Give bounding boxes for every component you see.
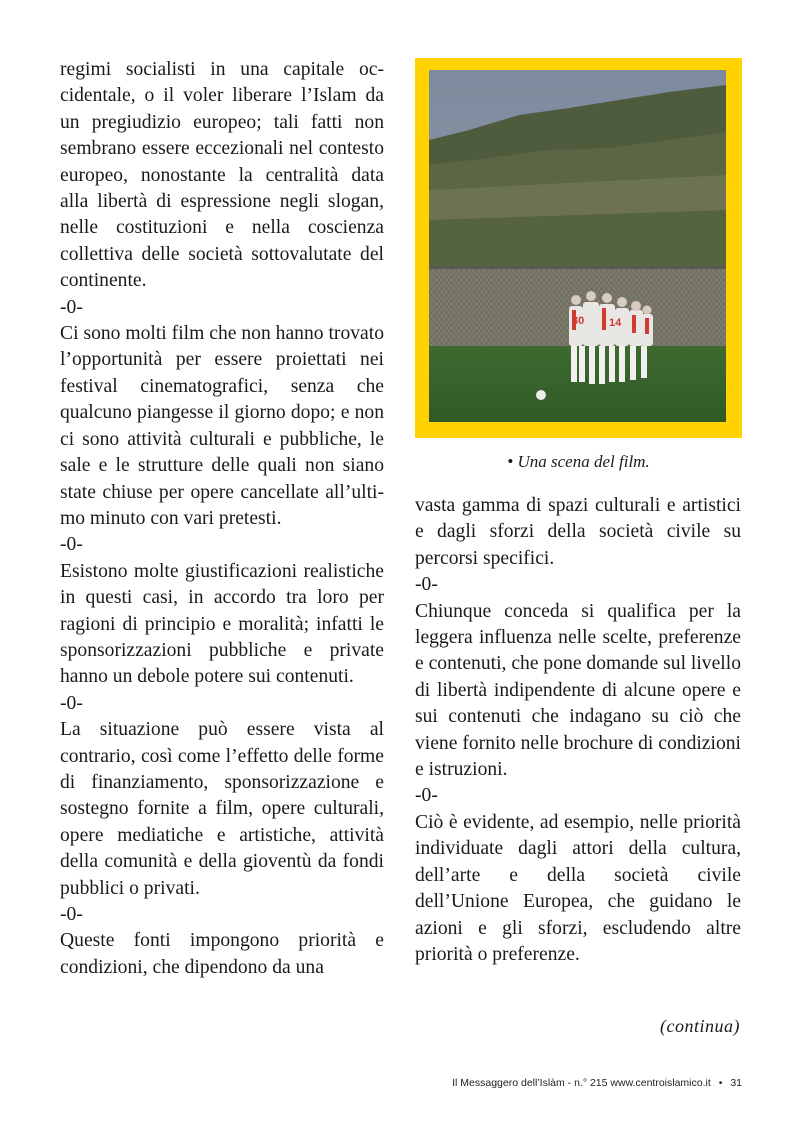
paragraph: Ci sono molti film che non hanno trovato l’opportunità per essere proiettati nei festival cinematografici, senza che qualcuno piangesse il giorno dopo; e non ci sono attività culturali e pubbliche, le sale e le strutture delle quali non siano state chiuse per opere cancellate all’ultimo minuto con vari pretesti. [60,323,384,529]
magazine-title: Il Messaggero dell’Islàm - n.° 215 [452,1077,608,1089]
svg-text:30: 30 [572,315,585,327]
section-separator: -0- [60,534,83,556]
footer-bullet: • [718,1077,723,1089]
left-column [60,57,384,981]
section-separator: -0- [60,296,83,318]
photo-caption: • Una scena del film. [507,452,650,471]
paragraph: Ciò è evidente, ad esempio, nelle priorità individuate dagli attori della cultura, dell’arte e della società civile dell’Unione Europea, che guidano le azioni e gli sforzi, escludendo altre priorità o preferenze. [415,811,741,965]
paragraph: vasta gamma di spazi culturali e artistici e dagli sforzi della società civile su percorsi specifici. [415,495,741,569]
section-separator: -0- [415,785,438,807]
page-number: 31 [730,1077,742,1089]
section-separator: -0- [415,574,438,596]
right-column [415,493,741,968]
svg-text:14: 14 [609,317,622,329]
film-scene-photo [429,70,726,422]
section-separator: -0- [60,904,83,925]
photo-frame [415,58,742,438]
continued-note: (continua) [660,1016,740,1036]
paragraph: Esistono molte giustificazioni realistiche in questi casi, in accordo tra loro per ragioni di principio e moralità; infatti le sponsorizzazioni pubbliche e private hanno un debole potere sui contenuti. [60,560,384,688]
page-footer [452,1077,742,1089]
paragraph: La situazione può essere vista al contrario, così come l’effetto delle forme di finanziamento, sponsorizzazione e sostegno fornite a film, opere culturali, opere mediatiche e artistiche, attività della comunità e della gioventù da fondi pubblici o privati. [60,719,384,899]
section-separator: -0- [60,692,83,714]
paragraph: Queste fonti impongono priorità e condizioni, che dipendono da una [60,930,384,978]
paragraph: Chiunque conceda si qualifica per la leggera influenza nelle scelte, preferenze e contenuti, che pone domande sul livello di libertà indipendente di alcune opere e sui contenuti che indagano su ciò che viene fornito nelle brochure di condizioni e istruzioni. [415,600,741,781]
website-link[interactable]: www.centroislamico.it [610,1077,711,1089]
photo-illustration [429,70,726,422]
paragraph: regimi socialisti in una capitale occidentale, o il voler liberare l’Islam da un pregiudizio europeo; tali fatti non sembrano essere eccezionali nel contesto europeo, nonostante la centralità data alla libertà di espressione negli slogan, nelle costituzioni e nella coscienza collettiva delle società sottovalutate del continente. [60,59,384,292]
